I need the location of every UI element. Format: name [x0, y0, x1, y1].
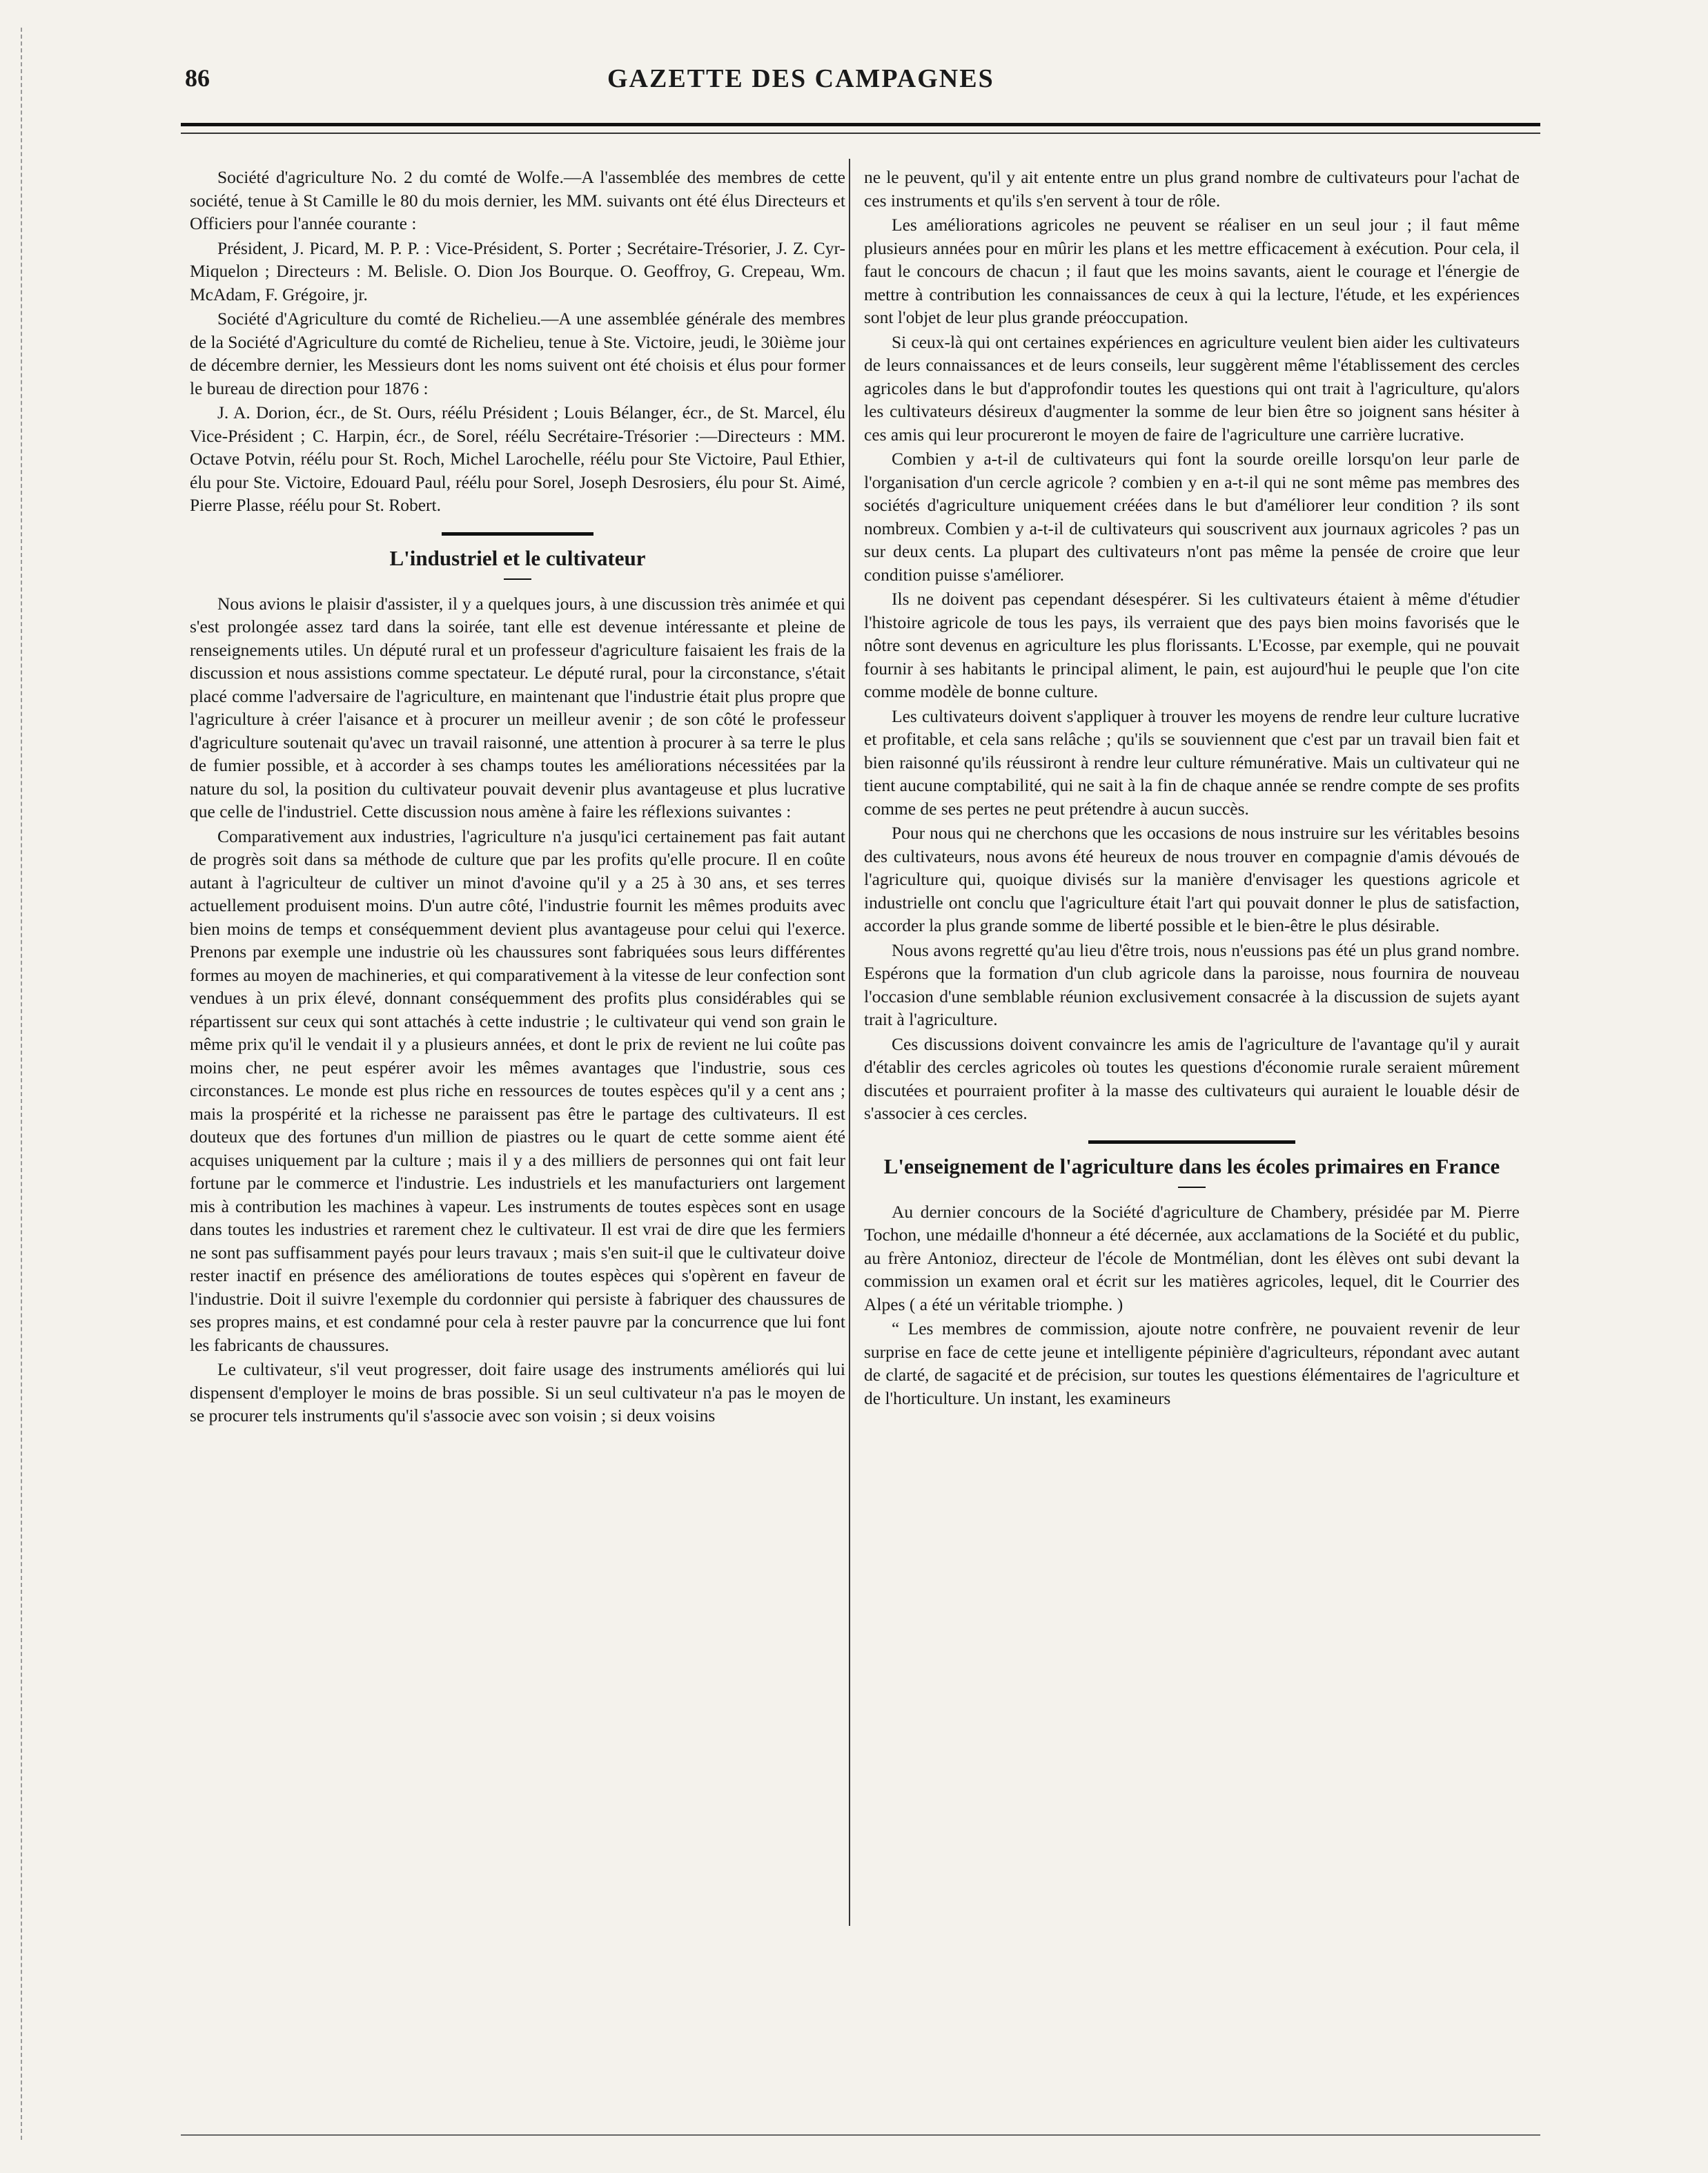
paragraph: Le cultivateur, s'il veut progresser, doit faire usage des instruments améliorés qui lui dispensent d'employer le moins de bras possible. Si un seul cultivateur n'a pas le moyen de se procurer tels instruments qu'il s'associe avec son voisin ; si deux voisins [190, 1359, 845, 1425]
heading-ornament-rule [1088, 1140, 1295, 1144]
paragraph: Nous avions le plaisir d'assister, il y a quelques jours, à une discussion très animée et qui s'est prolongée assez tard dans la soirée, tant elle est devenue intéressante et pleine de renseignements utiles. Un député rural et un professeur d'agriculture faisaient les frais de la discussion et nous assistions comme spectateur. Le député rural, pour la circonstance, s'était placé comme l'adversaire de l'agriculture, en maintenant que l'industrie était plus propre que l'agriculture à créer l'aisance et à procurer un meilleur avenir ; de son côté le professeur d'agriculture soutenait qu'avec un travail raisonné, une attention à procurer à sa terre le plus de fumier possible, et à accorder à ses champs toutes les améliorations nécessitées par la nature du sol, la position du cultivateur pouvait devenir plus avantageuse et plus lucrative que celle de l'industriel. Cette discussion nous amène à faire les réflexions suivantes : [190, 593, 845, 821]
heading-dash [504, 578, 531, 580]
paragraph: Les cultivateurs doivent s'appliquer à trouver les moyens de rendre leur culture lucrative et profitable, et cela sans relâche ; qu'ils se souviennent que c'est par un travail bien fait et bien raisonné qu'ils réussiront à rendre leur culture rémunérative. Mais un cultivateur qui ne tient aucune comptabilité, qui ne sait à la fin de chaque année se rendre compte de ses profits comme de ses pertes ne peut prétendre à aucun succès. [864, 705, 1520, 819]
page-number: 86 [185, 64, 210, 92]
paragraph: J. A. Dorion, écr., de St. Ours, réélu Président ; Louis Bélanger, écr., de St. Marcel, élu Vice-Président ; C. Harpin, écr., de Sorel, réélu Secrétaire-Trésorier :—Directeurs : MM. Octave Potvin, réélu pour St. Roch, Michel Larochelle, réélu pour Ste Victoire, Paul Ethier, élu pour Ste. Victoire, Edouard Paul, réélu pour Sorel, Joseph Desrosiers, élu pour St. Aimé, Pierre Plasse, réélu pour St. Robert. [190, 402, 845, 515]
scan-margin-line [21, 28, 22, 2140]
paragraph: Nous avons regretté qu'au lieu d'être trois, nous n'eussions pas été un plus grand nombre. Espérons que la formation d'un club agricole dans la paroisse, nous fournira de nouveau l'occasion d'une semblable réunion exclusivement consacrée à la discussion de sujets ayant trait à l'agriculture. [864, 939, 1520, 1029]
heading-ornament-rule [442, 532, 593, 536]
article-heading-block [864, 1140, 1520, 1188]
paragraph: Comparativement aux industries, l'agriculture n'a jusqu'ici certainement pas fait autant de progrès soit dans sa méthode de culture que par les profits qu'elle procure. Il en coûte autant à l'agriculteur de cultiver un minot d'avoine qu'il y a 25 à 30 ans, et ses terres actuellement produisent moins. D'un autre côté, l'industrie fournit les mêmes produits avec bien moins de temps et conséquemment devient plus avantageuse pour celui qui l'exerce. Prenons par exemple une industrie où les chaussures sont fabriquées sous leurs différentes formes au moyen de machineries, et qui comparativement à la vitesse de leur confection sont vendues à un prix élevé, donnant conséquemment des profits plus considérables qui se répartissent sur ceux qui sont attachés à cette industrie ; le cultivateur qui vend son grain le même prix qu'il le vendait il y a plusieurs années, et dont le prix de revient ne lui coûte pas moins cher, ne peut espérer avoir les mêmes avantages que l'industrie, sous ces circonstances. Le monde est plus riche en ressources de toutes espèces qu'il y a cent ans ; mais la prospérité et la richesse ne paraissent pas être le partage des cultivateurs. Il est douteux que des fortunes d'un million de piastres ou le quart de cette somme aient été acquises uniquement par la culture ; mais il y a des milliers de personnes qui ont fait leur fortune par le commerce et l'industrie. Les industriels et les manufacturiers ont largement mis à contribution les machines à vapeur. Les instruments de toutes espèces sont en usage dans toutes les industries et rarement chez le cultivateur. Il est vrai de dire que les fermiers ne sont pas suffisamment payés pour leurs travaux ; mais s'en suit-il que le cultivateur doive rester inactif en présence des améliorations de toutes espèces qui s'opèrent en faveur de l'industrie. Doit il suivre l'exemple du cordonnier qui persiste à fabriquer des chaussures de ses propres mains, et est condamné pour cela à rester pauvre par la concurrence que lui font les fabricants de chaussures. [190, 826, 845, 1355]
bottom-rule [181, 2134, 1540, 2136]
paragraph: Si ceux-là qui ont certaines expériences en agriculture veulent bien aider les cultivateurs de leurs connaissances et de leurs conseils, leur suggèrent même l'établissement des cercles agricoles dans le but d'approfondir toutes les questions qui ont trait à l'agriculture, qu'alors les cultivateurs désireux d'augmenter la somme de leur bien être so joignent sans hésiter à ces amis qui leur procureront le moyen de faire de l'agriculture une carrière lucrative. [864, 331, 1520, 445]
paragraph: Ces discussions doivent convaincre les amis de l'agriculture de l'avantage qu'il y aurait d'établir des cercles agricoles où toutes les questions d'économie rurale seraient mûrement discutées et pourraient profiter à la masse des cultivateurs qui auraient le louable désir de s'associer à ces cercles. [864, 1033, 1520, 1123]
heading-dash [1178, 1187, 1206, 1188]
paragraph: Combien y a-t-il de cultivateurs qui font la sourde oreille lorsqu'on leur parle de l'organisation d'un cercle agricole ? combien y en a-t-il qui ne sont même pas membres des sociétés d'agriculture uniquement créées dans le but d'améliorer leur condition ? ils sont nombreux. Combien y a-t-il de cultivateurs qui souscrivent aux journaux agricoles ? pas un sur deux cents. La plupart des cultivateurs n'ont pas même la pensée de croire que leur condition puisse s'améliorer. [864, 449, 1520, 585]
paragraph: Ils ne doivent pas cependant désespérer. Si les cultivateurs étaient à même d'étudier l'histoire agricole de tous les pays, ils verraient que des pays bien moins favorisés que le nôtre sont devenus en agriculture les plus florissants. L'Ecosse, par exemple, qui ne pouvait fournir à ses habitants le principal aliment, le pain, est aujourd'hui le peuple que l'on cite comme modèle de bonne culture. [864, 589, 1520, 701]
paragraph: “ Les membres de commission, ajoute notre confrère, ne pouvaient revenir de leur surprise en face de cette jeune et intelligente pépinière d'agriculteurs, répondant avec autant de clarté, de sagacité et de précision, sur toutes les questions élémentaires de l'agriculture et de l'horticulture. Un instant, les examineurs [864, 1318, 1520, 1408]
paragraph: ne le peuvent, qu'il y ait entente entre un plus grand nombre de cultivateurs pour l'achat de ces instruments et qu'ils s'en servent à tour de rôle. [864, 167, 1520, 211]
paragraph: Au dernier concours de la Société d'agriculture de Chambery, présidée par M. Pierre Tochon, une médaille d'honneur a été décernée, aux acclamations de la Société et du public, au frère Antonioz, directeur de l'école de Montmélian, dont les élèves ont subi devant la commission un examen oral et écrit sur les matières agricoles, lequel, dit le Courrier des Alpes ( a été un véritable triomphe. ) [864, 1201, 1520, 1314]
article-heading: L'enseignement de l'agriculture dans les écoles primaires en France [883, 1153, 1500, 1178]
paragraph: Les améliorations agricoles ne peuvent se réaliser en un seul jour ; il faut même plusieurs années pour en mûrir les plans et les mettre efficacement à exécution. Pour cela, il faut le concours de chacun ; il faut que les moins savants, aient le courage et l'énergie de mettre à contribution les connaissances de ceux à qui la lecture, l'étude, et les expériences sont l'objet de leur plus grande préoccupation. [864, 215, 1520, 327]
article-heading-block [190, 532, 845, 580]
article-heading: L'industriel et le cultivateur [389, 545, 646, 570]
paragraph: Société d'agriculture No. 2 du comté de Wolfe.—A l'assemblée des membres de cette société, tenue à St Camille le 80 du mois dernier, les MM. suivants ont été élus Directeurs et Officiers pour l'année courante : [190, 167, 845, 233]
header-rule [181, 123, 1540, 126]
paragraph: Pour nous qui ne cherchons que les occasions de nous instruire sur les véritables besoins des cultivateurs, nous avons été heureux de nous trouver en compagnie d'amis dévoués de l'agriculture qui, quoique divisés sur la manière d'envisager les questions agricole et industrielle ont conclu que l'agriculture était l'art qui pouvait donner le plus de satisfaction, accorder la plus grande somme de liberté possible et le bien-être le plus désirable. [864, 823, 1520, 935]
running-title: GAZETTE DES CAMPAGNES [607, 64, 994, 93]
left-column [190, 166, 845, 1427]
header-rule-thin [181, 133, 1540, 134]
right-column [864, 166, 1520, 1410]
paragraph: Président, J. Picard, M. P. P. : Vice-Président, S. Porter ; Secrétaire-Trésorier, J. Z. Cyr-Miquelon ; Directeurs : M. Belisle. O. Dion Jos Bourque. O. Geoffroy, G. Crepeau, Wm. McAdam, F. Grégoire, jr. [190, 237, 845, 304]
paragraph: Société d'Agriculture du comté de Richelieu.—A une assemblée générale des membres de la Société d'Agriculture du comté de Richelieu, tenue à Ste. Victoire, jeudi, le 30ième jour de décembre dernier, les Messieurs dont les noms suivent ont été choisis et élus pour former le bureau de direction pour 1876 : [190, 309, 845, 398]
column-divider [849, 159, 850, 1926]
